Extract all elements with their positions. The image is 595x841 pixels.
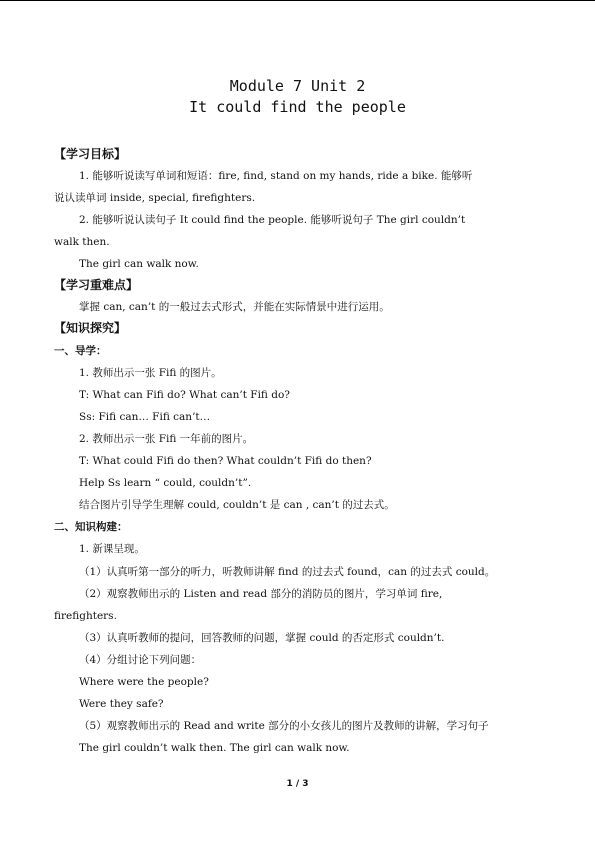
guide-line-7: 结合图片引导学生理解 could, couldn’t 是 can , can’t 的过去式。 (79, 499, 395, 511)
guide-line-5: T: What could Fifi do then? What couldn’t Fifi do then? (79, 455, 372, 467)
build-line-10: The girl couldn’t walk then. The girl can walk now. (79, 742, 350, 754)
objective-2-line-2: walk then. (54, 236, 110, 248)
build-line-6: （4）分组讨论下列问题： (79, 654, 202, 666)
page-number: 1 / 3 (286, 779, 309, 789)
build-line-8: Were they safe? (79, 698, 164, 710)
build-line-5: （3）认真听教师的提问，回答教师的问题，掌握 could 的否定形式 couldn’t. (79, 632, 445, 644)
build-line-1: 1. 新课呈现。 (79, 543, 145, 555)
guide-line-1: 1. 教师出示一张 Fifi 的图片。 (79, 367, 222, 379)
key-points-heading: 【学习重难点】 (54, 278, 139, 292)
guide-line-6: Help Ss learn “ could, couldn’t”. (79, 477, 252, 489)
objective-2-line-3: The girl can walk now. (79, 258, 199, 270)
top-border-line (0, 0, 595, 1)
build-line-9: （5）观察教师出示的 Read and write 部分的小女孩儿的图片及教师的讲解，学习句子 (79, 720, 489, 732)
build-line-4: firefighters. (54, 610, 117, 622)
objective-1-line-1: 1. 能够听说读写单词和短语：fire, find, stand on my hands, ride a bike. 能够听 (79, 170, 473, 182)
guide-line-4: 2. 教师出示一张 Fifi 一年前的图片。 (79, 433, 254, 445)
guide-line-2: T: What can Fifi do? What can’t Fifi do? (79, 389, 290, 401)
build-heading: 二、知识构建： (54, 521, 128, 533)
build-line-3: （2）观察教师出示的 Listen and read 部分的消防员的图片，学习单词 fire, (79, 588, 443, 600)
guide-heading: 一、导学： (54, 345, 107, 357)
objectives-heading: 【学习目标】 (54, 147, 127, 161)
objective-2-line-1: 2. 能够听说认读句子 It could find the people. 能够听说句子 The girl couldn’t (79, 214, 466, 226)
objective-1-line-2: 说认读单词 inside, special, firefighters. (54, 192, 256, 204)
page-title: Module 7 Unit 2 (229, 77, 366, 95)
page-subtitle: It could find the people (189, 98, 406, 116)
guide-line-3: Ss: Fifi can… Fifi can’t… (79, 411, 211, 423)
key-points-text: 掌握 can, can’t 的一般过去式形式，并能在实际情景中进行运用。 (79, 301, 390, 313)
build-line-7: Where were the people? (79, 676, 209, 688)
exploration-heading: 【知识探究】 (54, 321, 127, 335)
build-line-2: （1）认真听第一部分的听力，听教师讲解 find 的过去式 found，can 的过去式 could。 (79, 566, 496, 578)
